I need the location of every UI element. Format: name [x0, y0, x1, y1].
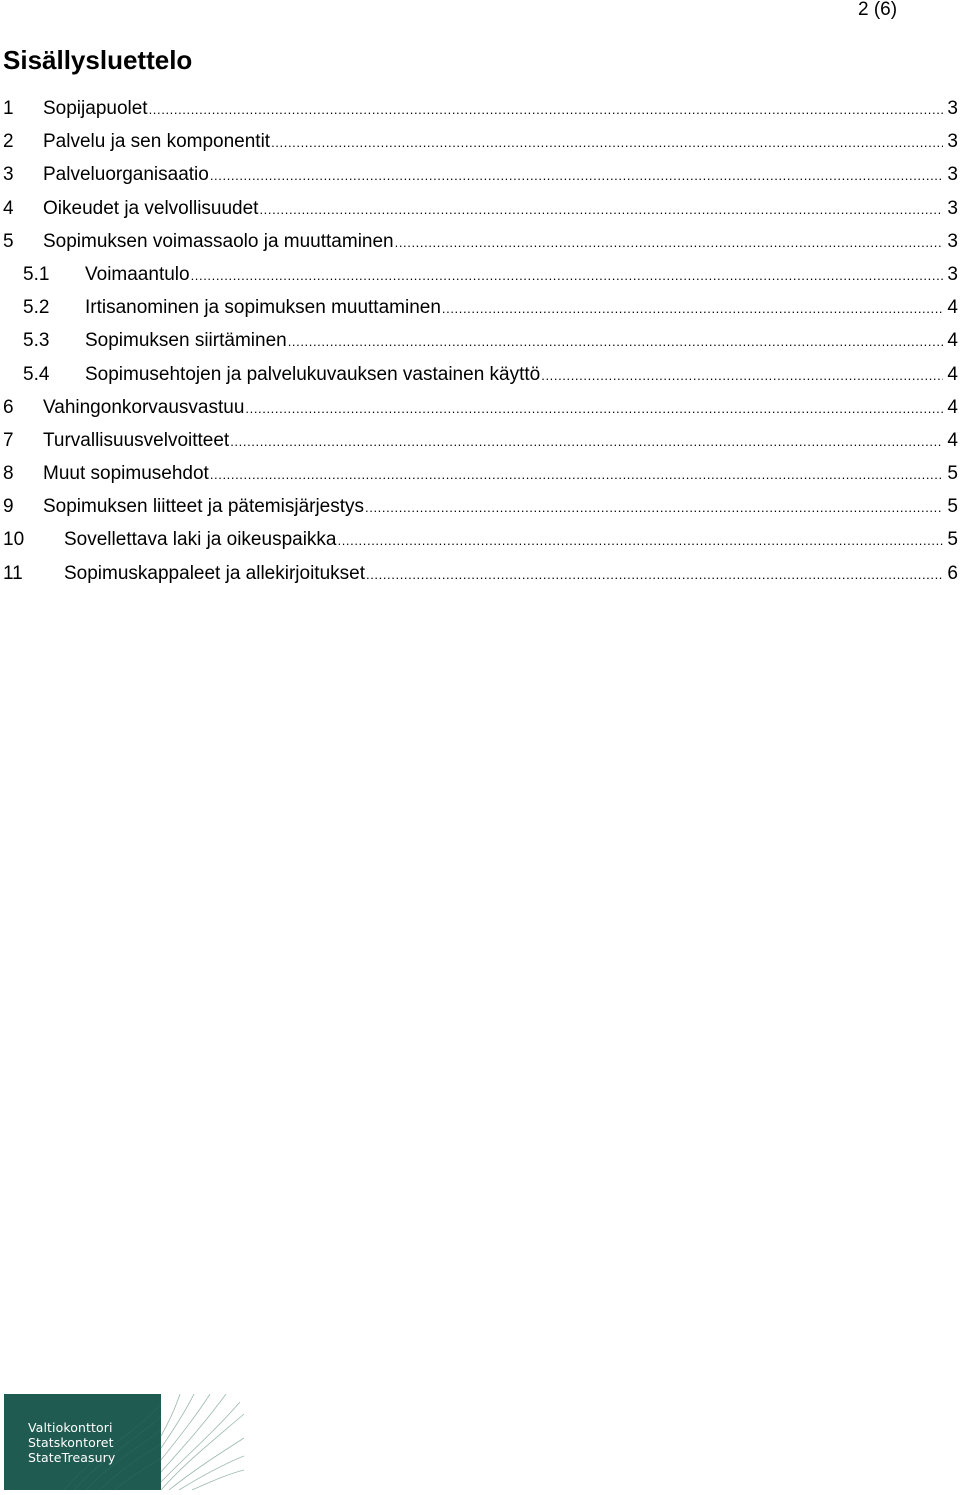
- toc-entry-title[interactable]: Palveluorganisaatio: [43, 164, 209, 186]
- toc-entry-number: 1: [3, 98, 14, 119]
- dot-leader: [365, 496, 943, 520]
- dot-leader: [442, 297, 944, 321]
- dot-leader: [395, 231, 944, 255]
- toc-entry-number: 4: [3, 197, 14, 219]
- toc-entry-title[interactable]: Palvelu ja sen komponentit: [43, 131, 271, 153]
- toc-entry-page[interactable]: 4: [947, 297, 958, 319]
- logo-text: [28, 1420, 115, 1465]
- toc-entry-page[interactable]: 3: [947, 164, 958, 186]
- toc-entry-title[interactable]: Turvallisuusvelvoitteet: [43, 429, 230, 451]
- toc-entry-title[interactable]: Sopimuksen liitteet ja pätemisjärjestys: [43, 496, 365, 518]
- dot-leader: [259, 198, 943, 222]
- toc-entry-6[interactable]: [0, 392, 960, 425]
- dot-leader: [230, 430, 943, 454]
- dot-leader: [338, 529, 944, 553]
- toc-entry-number: 7: [3, 429, 14, 451]
- toc-entry-5-3[interactable]: [0, 325, 960, 358]
- toc-entry-page[interactable]: 3: [947, 230, 958, 252]
- toc-entry-title[interactable]: Vahingonkorvausvastuu: [43, 396, 245, 418]
- toc-entry-number: 11: [3, 562, 23, 584]
- toc-entry-page[interactable]: 3: [947, 131, 958, 153]
- toc-entry-title[interactable]: Oikeudet ja velvollisuudet: [43, 197, 259, 219]
- toc-entry-number: 9: [3, 496, 14, 518]
- toc-entry-title[interactable]: Sopimuksen voimassaolo ja muuttaminen: [43, 230, 394, 252]
- toc-entry-number: 2: [3, 131, 14, 153]
- toc-entry-title[interactable]: Sopimusehtojen ja palvelukuvauksen vastainen käyttö: [85, 363, 541, 385]
- table-of-contents: [0, 93, 960, 591]
- toc-entry-title[interactable]: Sopimuskappaleet ja allekirjoitukset: [64, 562, 365, 584]
- toc-entry-title[interactable]: Irtisanominen ja sopimuksen muuttaminen: [85, 297, 441, 319]
- toc-entry-page[interactable]: 3: [947, 197, 958, 219]
- toc-entry-title[interactable]: Voimaantulo: [85, 263, 190, 285]
- toc-entry-title[interactable]: Sopimuksen siirtäminen: [85, 330, 287, 352]
- dot-leader: [288, 330, 944, 354]
- valtiokonttori-logo: [4, 1394, 244, 1490]
- toc-entry-number: 5: [3, 230, 14, 252]
- toc-entry-page[interactable]: 3: [947, 263, 958, 285]
- toc-entry-title[interactable]: Sovellettava laki ja oikeuspaikka: [64, 529, 337, 551]
- toc-entry-page[interactable]: 4: [947, 396, 958, 418]
- toc-entry-number: 5.3: [23, 330, 50, 352]
- toc-entry-4[interactable]: [0, 193, 960, 226]
- toc-entry-number: 3: [3, 164, 14, 186]
- toc-entry-page[interactable]: 4: [947, 330, 958, 352]
- toc-entry-8[interactable]: [0, 458, 960, 491]
- dot-leader: [210, 463, 944, 487]
- toc-entry-number: 5.2: [23, 297, 50, 319]
- toc-entry-number: 8: [3, 463, 14, 485]
- dot-leader: [245, 397, 943, 421]
- logo-line: StateTreasury: [28, 1450, 116, 1465]
- logo-line: Valtiokonttori: [28, 1420, 113, 1435]
- toc-entry-number: 10: [3, 529, 25, 551]
- toc-title: Sisällysluettelo: [3, 45, 193, 75]
- toc-entry-10[interactable]: [0, 524, 960, 557]
- toc-entry-5[interactable]: [0, 226, 960, 259]
- toc-entry-page[interactable]: 5: [947, 463, 958, 485]
- toc-entry-page[interactable]: 5: [947, 496, 958, 518]
- toc-entry-number: 5.1: [23, 263, 50, 285]
- toc-entry-5-4[interactable]: [0, 359, 960, 392]
- toc-entry-5-2[interactable]: [0, 292, 960, 325]
- toc-entry-7[interactable]: [0, 425, 960, 458]
- page-number: 2 (6): [858, 0, 898, 20]
- toc-entry-1[interactable]: [0, 93, 960, 126]
- toc-entry-page[interactable]: 3: [947, 98, 958, 119]
- toc-entry-page[interactable]: 6: [947, 562, 958, 584]
- toc-entry-2[interactable]: [0, 126, 960, 159]
- dot-leader: [191, 264, 944, 288]
- toc-entry-5-1[interactable]: [0, 259, 960, 292]
- dot-leader: [366, 563, 943, 587]
- toc-entry-number: 5.4: [23, 363, 50, 385]
- toc-entry-page[interactable]: 4: [947, 429, 958, 451]
- dot-leader: [149, 98, 944, 122]
- dot-leader: [210, 164, 944, 188]
- toc-entry-page[interactable]: 4: [947, 363, 958, 385]
- toc-entry-11[interactable]: [0, 558, 960, 591]
- toc-entry-9[interactable]: [0, 491, 960, 524]
- dot-leader: [541, 364, 943, 388]
- toc-entry-3[interactable]: [0, 159, 960, 192]
- logo-line: Statskontoret: [28, 1435, 114, 1450]
- toc-entry-title[interactable]: Sopijapuolet: [43, 98, 148, 119]
- toc-entry-title[interactable]: Muut sopimusehdot: [43, 463, 209, 485]
- toc-entry-number: 6: [3, 396, 14, 418]
- toc-entry-page[interactable]: 5: [947, 529, 958, 551]
- dot-leader: [271, 131, 943, 155]
